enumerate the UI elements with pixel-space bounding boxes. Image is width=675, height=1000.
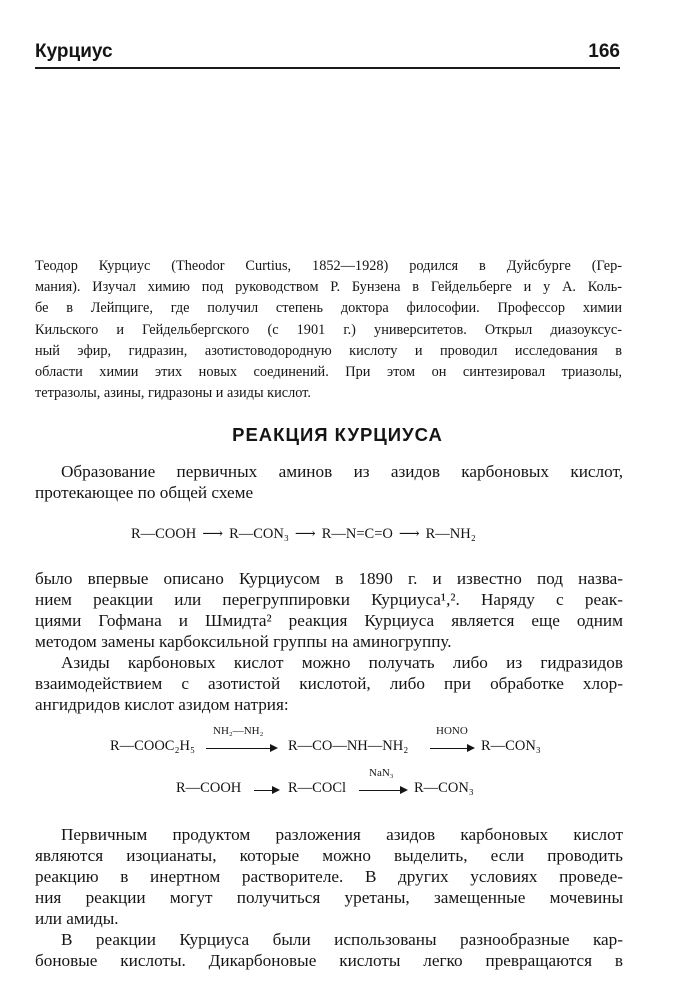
long-arrow-icon <box>359 790 406 791</box>
text-line: являются изоцианаты, которые можно выделить, если проводить <box>35 846 623 865</box>
reaction-arrow-icon: ⟶ <box>398 526 420 542</box>
scheme2-azide: R—CON₃ <box>481 738 541 754</box>
bio-line: области химии этих новых соединений. При этом он синтезировал триазолы, <box>35 364 622 381</box>
scheme2-reagent-hono: HONO <box>436 725 468 737</box>
bio-line: Теодор Курциус (Theodor Curtius, 1852—1928) родился в Дуйсбурге (Гер- <box>35 258 622 274</box>
section-title: РЕАКЦИЯ КУРЦИУСА <box>232 424 443 445</box>
scheme-isocyanate: R—N=C=O <box>321 526 393 542</box>
scheme-acid: R—COOH <box>131 526 197 542</box>
biography-paragraph <box>35 256 622 404</box>
bio-line: ный эфир, гидразин, азотистоводородную кислоту и проводил исследования в <box>35 342 622 359</box>
text-line: Образование первичных аминов из азидов карбоновых кислот, <box>61 462 623 481</box>
running-header <box>35 41 620 69</box>
bio-line: тетразолы, азины, гидразоны и азиды кислот. <box>35 385 311 402</box>
running-header-title: Курциус <box>35 41 113 62</box>
long-arrow-icon <box>206 748 276 749</box>
long-arrow-icon <box>254 790 278 791</box>
reaction-arrow-icon: ⟶ <box>294 526 316 542</box>
decomposition-paragraph <box>35 824 623 971</box>
text-line: Первичным продуктом разложения азидов карбоновых кислот <box>61 825 623 844</box>
text-line: Азиды карбоновых кислот можно получать либо из гидразидов <box>61 653 623 672</box>
text-line: циями Гофмана и Шмидта² реакция Курциуса является еще одним <box>35 611 623 630</box>
scheme3-acid-chloride: R—COCl <box>288 780 347 796</box>
scheme3-reagent-nan3: NaN₃ <box>369 767 394 779</box>
long-arrow-icon <box>430 748 473 749</box>
scheme2-reagent-hydrazine: NH₂—NH₂ <box>213 725 264 737</box>
text-line: или амиды. <box>35 909 119 928</box>
history-paragraph <box>35 568 623 715</box>
scheme3-acid: R—COOH <box>176 780 242 796</box>
text-line: ния реакции могут получиться уретаны, замещенные мочевины <box>35 888 623 907</box>
general-scheme <box>131 526 476 543</box>
scheme2-hydrazide: R—CO—NH—NH₂ <box>288 738 409 754</box>
bio-line: мания). Изучал химию под руководством Р. Бунзена в Гейдельберге и у А. Коль- <box>35 279 622 296</box>
reaction-arrow-icon: ⟶ <box>202 526 224 542</box>
intro-paragraph <box>35 461 623 503</box>
text-line: было впервые описано Курциусом в 1890 г. и известно под назва- <box>35 569 623 588</box>
bio-line: бе в Лейпциге, где получил степень доктора философии. Профессор химии <box>35 300 622 317</box>
text-line: боновые кислоты. Дикарбоновые кислоты легко превращаются в <box>35 951 623 970</box>
bio-line: Кильского и Гейдельбергского (с 1901 г.) университетов. Открыл диазоуксус- <box>35 321 622 338</box>
scheme-azide: R—CON₃ <box>229 526 289 542</box>
text-line: нием реакции или перегруппировки Курциуса¹,². Наряду с реак- <box>35 590 623 609</box>
scheme-amine: R—NH₂ <box>425 526 476 542</box>
page-number: 166 <box>588 41 620 62</box>
text-line: взаимодействием с азотистой кислотой, либо при обработке хлор- <box>35 674 623 693</box>
text-line: ангидридов кислот азидом натрия: <box>35 695 289 714</box>
scheme3-azide: R—CON₃ <box>414 780 474 796</box>
text-line: протекающее по общей схеме <box>35 483 254 502</box>
text-line: реакцию в инертном растворителе. В других условиях проведе- <box>35 867 623 886</box>
text-line: методом замены карбоксильной группы на аминогруппу. <box>35 632 452 651</box>
scheme2-ester: R—COOC₂H₅ <box>110 738 196 754</box>
text-line: В реакции Курциуса были использованы разнообразные кар- <box>61 930 623 949</box>
